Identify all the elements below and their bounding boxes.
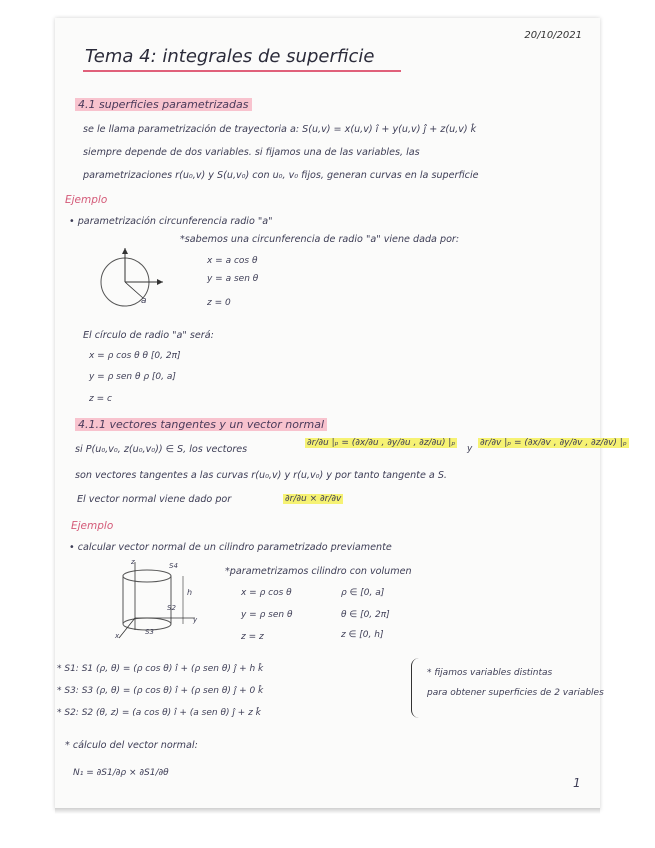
brace: [411, 658, 422, 718]
circle-eq-y: y = ρ sen θ ρ [0, a]: [89, 372, 176, 382]
notebook-page: [55, 18, 627, 810]
tangent-and: y: [467, 444, 473, 454]
cyl-eq-x: x = ρ cos θ: [241, 588, 292, 598]
circle-eq-x: x = ρ cos θ θ [0, 2π]: [89, 351, 181, 361]
circle-eq-z: z = c: [89, 394, 112, 404]
bullet-dot: •: [69, 216, 78, 227]
normal-expr-text: ∂r/∂u × ∂r/∂v: [285, 494, 342, 504]
cyl-note: *parametrizamos cilindro con volumen: [225, 566, 412, 577]
cyl-range-rho: ρ ∈ [0, a]: [341, 588, 385, 598]
paragraph-line: siempre depende de dos variables. si fijamos una de las variables, las: [83, 147, 420, 158]
cyl-label-z: z: [131, 558, 135, 566]
normal-expr: [283, 494, 343, 504]
surface-s1: * S1: S1 (ρ, θ) = (ρ cos θ) î + (ρ sen θ) ĵ + h k̂: [57, 664, 264, 674]
cylinder-top: [123, 570, 171, 582]
cyl-range-z: z ∈ [0, h]: [341, 630, 384, 640]
page-title: Tema 4: integrales de superficie: [85, 46, 375, 67]
tangent-expr-2: [478, 438, 629, 448]
bullet-dot: •: [69, 542, 78, 553]
cylinder-diagram: [99, 558, 209, 640]
circ-eq-z: z = 0: [207, 298, 231, 308]
section-heading-2: [75, 418, 327, 431]
surface-s2: * S2: S2 (θ, z) = (a cos θ) î + (a sen θ) ĵ + z k̂: [57, 708, 261, 718]
bullet-1-text: parametrización circunferencia radio "a": [77, 216, 273, 227]
fix-note-2: para obtener superficies de 2 variables: [427, 688, 604, 698]
x-axis-arrow: [157, 279, 163, 285]
tangent-expr-1-text: ∂r/∂u |ₚ = (∂x/∂u , ∂y/∂u , ∂z/∂u) |ₚ: [307, 438, 456, 448]
cyl-label-s3: S3: [145, 628, 154, 636]
surface-s3: * S3: S3 (ρ, θ) = (ρ cos θ) î + (ρ sen θ) ĵ + 0 k̂: [57, 686, 264, 696]
calc-expr: N₁ = ∂S1/∂ρ × ∂S1/∂θ: [73, 768, 169, 778]
circ-eq-x: x = a cos θ: [207, 256, 258, 266]
page-number: 1: [573, 776, 581, 790]
example-label-2: Ejemplo: [71, 520, 114, 532]
paragraph-line: se le llama parametrización de trayectoria a: S(u,v) = x(u,v) î + y(u,v) ĵ + z(u,v) k̂: [83, 124, 477, 135]
circle-radius-label: a: [141, 296, 147, 306]
section-heading-2-text: 4.1.1 vectores tangentes y un vector normal: [75, 418, 327, 431]
tangent-expr-2-text: ∂r/∂v |ₚ = (∂x/∂v , ∂y/∂v , ∂z/∂v) |ₚ: [480, 438, 627, 448]
bullet-1: [69, 216, 273, 227]
section-heading-1: [75, 98, 252, 111]
date: 20/10/2021: [524, 30, 582, 41]
bullet-2-text: calcular vector normal de un cilindro parametrizado previamente: [77, 542, 392, 553]
circle-text: El círculo de radio "a" será:: [83, 330, 214, 341]
cyl-range-theta: θ ∈ [0, 2π]: [341, 610, 390, 620]
tangent-text: son vectores tangentes a las curvas r(u₀,v) y r(u,v₀) y por tanto tangente a S.: [75, 470, 447, 481]
bullet-2: [69, 542, 392, 553]
section-heading-1-text: 4.1 superficies parametrizadas: [75, 98, 252, 111]
example-label-1: Ejemplo: [65, 194, 108, 206]
page-shadow: [55, 808, 600, 814]
tangent-line: si P(u₀,v₀, z(u₀,v₀)) ∈ S, los vectores: [75, 444, 248, 455]
paragraph-line: parametrizaciones r(u₀,v) y S(u,v₀) con u₀, v₀ fijos, generan curvas en la superficie: [83, 170, 479, 181]
cyl-eq-z: z = z: [241, 632, 264, 642]
cyl-label-y: y: [193, 616, 198, 624]
cyl-label-h: h: [187, 588, 193, 597]
tangent-expr-1: [305, 438, 457, 448]
circle-diagram: [93, 248, 168, 310]
normal-text: El vector normal viene dado por: [77, 494, 232, 505]
cyl-label-x: x: [115, 632, 120, 640]
y-axis-arrow: [122, 248, 128, 254]
title-underline: [83, 70, 401, 72]
calc-title: * cálculo del vector normal:: [65, 740, 198, 751]
circle-note: *sabemos una circunferencia de radio "a" viene dada por:: [180, 234, 460, 245]
cyl-eq-y: y = ρ sen θ: [241, 610, 293, 620]
cyl-label-s4: S4: [169, 562, 178, 570]
cyl-label-s2: S2: [167, 604, 176, 612]
fix-note-1: * fijamos variables distintas: [427, 668, 553, 678]
circ-eq-y: y = a sen θ: [207, 274, 259, 284]
